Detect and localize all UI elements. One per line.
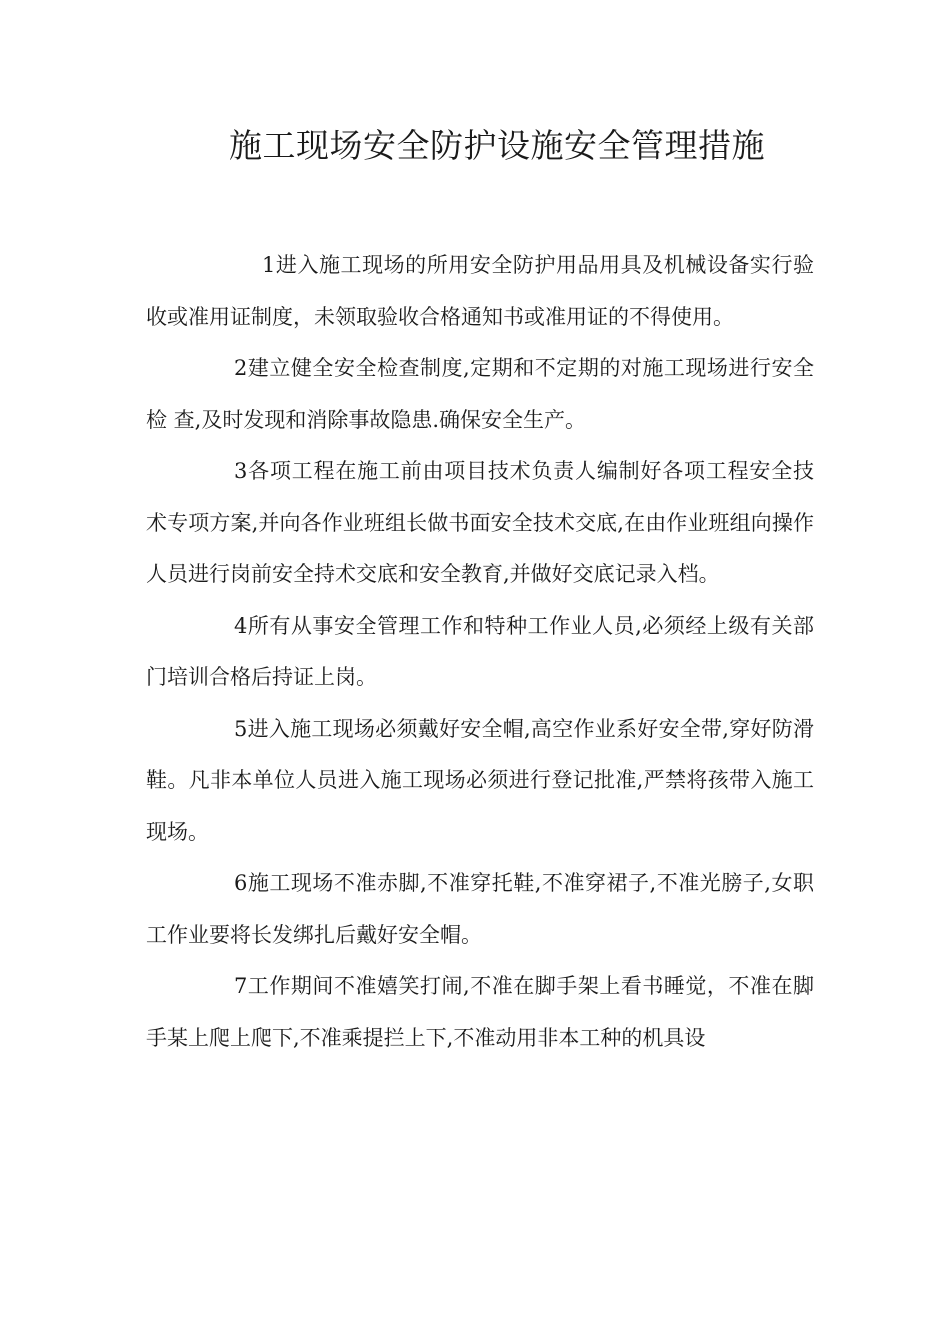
paragraph-3: 3各项工程在施工前由项目技术负责人编制好各项工程安全技术专项方案,并向各作业班组长做书面安全技术交底,在由作业班组向操作人员进行岗前安全持术交底和安全教育,并做好交底记录入档。 <box>146 459 814 586</box>
paragraph-2: 2建立健全安全检查制度,定期和不定期的对施工现场进行安全检 查,及时发现和消除事故隐患.确保安全生产。 <box>146 356 814 432</box>
paragraph-5: 5进入施工现场必须戴好安全帽,高空作业系好安全带,穿好防滑鞋。凡非本单位人员进入施工现场必须进行登记批准,严禁将孩带入施工现场。 <box>146 716 814 844</box>
paragraph-1: 1进入施工现场的所用安全防护用品用具及机械设备实行验收或准用证制度，未领取验收合格通知书或准用证的不得使用。 <box>146 253 814 329</box>
paragraph-6: 6施工现场不准赤脚,不准穿托鞋,不准穿裙子,不准光膀子,女职工作业要将长发绑扎后戴好安全帽。 <box>146 871 814 947</box>
document-title: 施工现场安全防护设施安全管理措施 <box>229 126 765 165</box>
paragraph-4: 4所有从事安全管理工作和特种工作业人员,必须经上级有关部门培训合格后持证上岗。 <box>146 613 814 689</box>
document-body <box>146 240 814 1064</box>
paragraph-7: 7工作期间不准嬉笑打闹,不准在脚手架上看书睡觉，不准在脚手某上爬上爬下,不准乘提拦上下,不准动用非本工种的机具设 <box>146 974 814 1050</box>
